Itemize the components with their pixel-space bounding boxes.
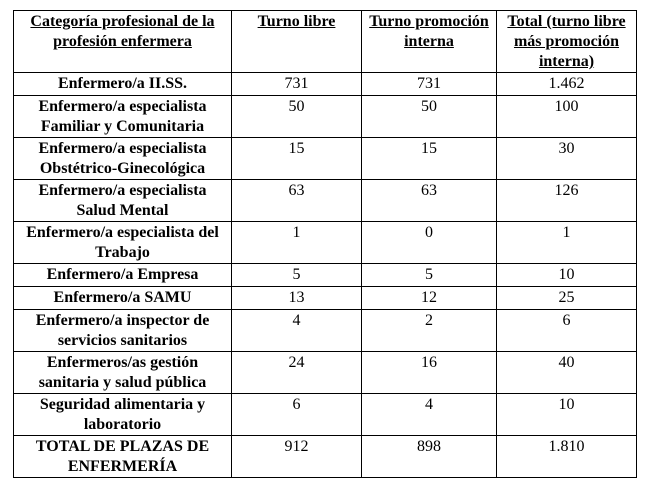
plazas-table <box>13 10 637 478</box>
row-turno-promocion: 16 <box>362 352 497 394</box>
row-turno-libre: 24 <box>232 352 362 394</box>
row-turno-promocion: 898 <box>362 436 497 478</box>
row-total: 40 <box>497 352 637 394</box>
row-total: 30 <box>497 138 637 180</box>
table-row <box>14 310 637 352</box>
row-categoria: Enfermero/a especialista Obstétrico-Ginecológica <box>14 138 232 180</box>
row-turno-promocion: 50 <box>362 96 497 138</box>
table-row <box>14 222 637 264</box>
table-row <box>14 138 637 180</box>
row-turno-libre: 6 <box>232 394 362 436</box>
row-categoria: Enfermero/a especialista Salud Mental <box>14 180 232 222</box>
table-row <box>14 180 637 222</box>
header-total: Total (turno libre más promoción interna) <box>497 11 637 73</box>
row-categoria: Enfermero/a inspector de servicios sanitarios <box>14 310 232 352</box>
row-turno-promocion: 0 <box>362 222 497 264</box>
row-total: 1.810 <box>497 436 637 478</box>
row-categoria: Enfermero/a SAMU <box>14 287 232 310</box>
row-turno-promocion: 15 <box>362 138 497 180</box>
row-turno-libre: 13 <box>232 287 362 310</box>
row-turno-promocion: 63 <box>362 180 497 222</box>
table-row <box>14 264 637 287</box>
row-turno-libre: 5 <box>232 264 362 287</box>
row-total: 25 <box>497 287 637 310</box>
row-total: 1 <box>497 222 637 264</box>
row-categoria: Seguridad alimentaria y laboratorio <box>14 394 232 436</box>
row-total: 1.462 <box>497 73 637 96</box>
table-row <box>14 394 637 436</box>
table-body <box>14 73 637 478</box>
row-categoria: Enfermero/a II.SS. <box>14 73 232 96</box>
table-row <box>14 287 637 310</box>
header-turno-promocion: Turno promoción interna <box>362 11 497 73</box>
row-total: 6 <box>497 310 637 352</box>
header-turno-libre: Turno libre <box>232 11 362 73</box>
row-total: 10 <box>497 394 637 436</box>
row-total: 10 <box>497 264 637 287</box>
table-row <box>14 73 637 96</box>
row-categoria: Enfermeros/as gestión sanitaria y salud pública <box>14 352 232 394</box>
row-total: 100 <box>497 96 637 138</box>
row-turno-promocion: 2 <box>362 310 497 352</box>
header-row <box>14 11 637 73</box>
table-row <box>14 96 637 138</box>
row-turno-libre: 4 <box>232 310 362 352</box>
row-turno-promocion: 4 <box>362 394 497 436</box>
row-turno-promocion: 731 <box>362 73 497 96</box>
row-turno-libre: 731 <box>232 73 362 96</box>
row-categoria: Enfermero/a especialista Familiar y Comunitaria <box>14 96 232 138</box>
row-categoria: Enfermero/a Empresa <box>14 264 232 287</box>
table-row <box>14 352 637 394</box>
table-header <box>14 11 637 73</box>
table-row <box>14 436 637 478</box>
row-categoria: TOTAL DE PLAZAS DE ENFERMERÍA <box>14 436 232 478</box>
row-turno-libre: 1 <box>232 222 362 264</box>
row-turno-libre: 63 <box>232 180 362 222</box>
row-turno-libre: 912 <box>232 436 362 478</box>
row-turno-promocion: 12 <box>362 287 497 310</box>
row-total: 126 <box>497 180 637 222</box>
row-turno-libre: 50 <box>232 96 362 138</box>
header-categoria: Categoría profesional de la profesión enfermera <box>14 11 232 73</box>
row-turno-promocion: 5 <box>362 264 497 287</box>
row-categoria: Enfermero/a especialista del Trabajo <box>14 222 232 264</box>
row-turno-libre: 15 <box>232 138 362 180</box>
